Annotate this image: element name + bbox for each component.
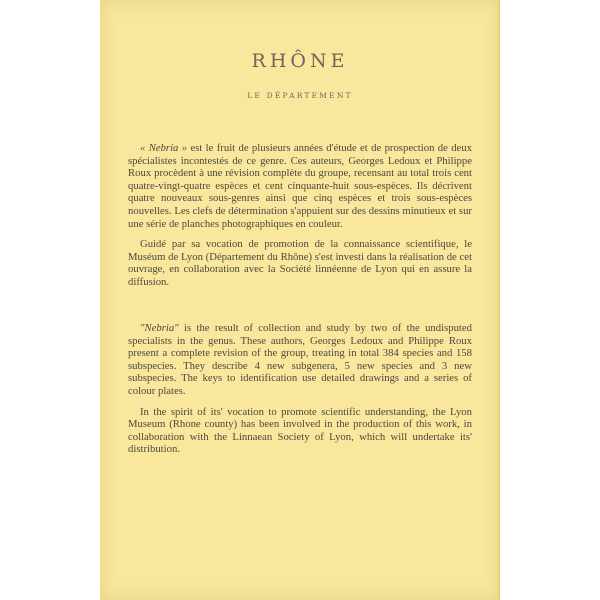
rhone-logo-title: RHÔNE	[251, 50, 349, 72]
english-paragraph-1-body: is the result of collection and study by two of the undisputed specialists in the genus. These authors, Georges Ledoux and Philippe Roux present a complete revision of the group, treating in total 384 species and 158 subspecies. They describe 4 new subgenera, 5 new species and 3 new subspecies. The keys to identification use detailed drawings and a series of colour plates.	[128, 322, 472, 397]
french-book-title: « Nebria »	[140, 142, 188, 154]
english-paragraph-1	[128, 322, 472, 398]
french-blurb	[128, 142, 472, 289]
english-paragraph-2: In the spirit of its' vocation to promote scientific understanding, the Lyon Museum (Rhone county) has been involved in the production of this work, in collaboration with the Linnaean Society of Lyon, which will undertake its' distribution.	[128, 405, 472, 456]
book-back-cover	[100, 0, 500, 600]
english-blurb	[128, 322, 472, 456]
french-paragraph-1	[128, 142, 472, 230]
french-paragraph-1-body: est le fruit de plusieurs années d'étude et de prospection de deux spécialistes incontestés de ce genre. Ces auteurs, Georges Ledoux et Philippe Roux procèdent à une révision complète du groupe, recensant au total trois cent quatre-vingt-quatre espèces et cent cinquante-huit sous-espèces. Ils décrivent quatre nouveaux sous-genres ainsi que cinq espèces et trois sous-espèces nouvelles. Les clefs de détermination s'appuient sur des dessins minutieux et sur une série de planches photographiques en couleur.	[128, 142, 472, 230]
rhone-logo-subtitle: LE DÉPARTEMENT	[247, 91, 353, 100]
french-paragraph-2: Guidé par sa vocation de promotion de la connaissance scientifique, le Muséum de Lyon (Département du Rhône) s'est investi dans la réalisation de cet ouvrage, en collaboration avec la Société linnéenne de Lyon qui en assure la diffusion.	[128, 238, 472, 288]
english-book-title: "Nebria"	[140, 322, 179, 334]
